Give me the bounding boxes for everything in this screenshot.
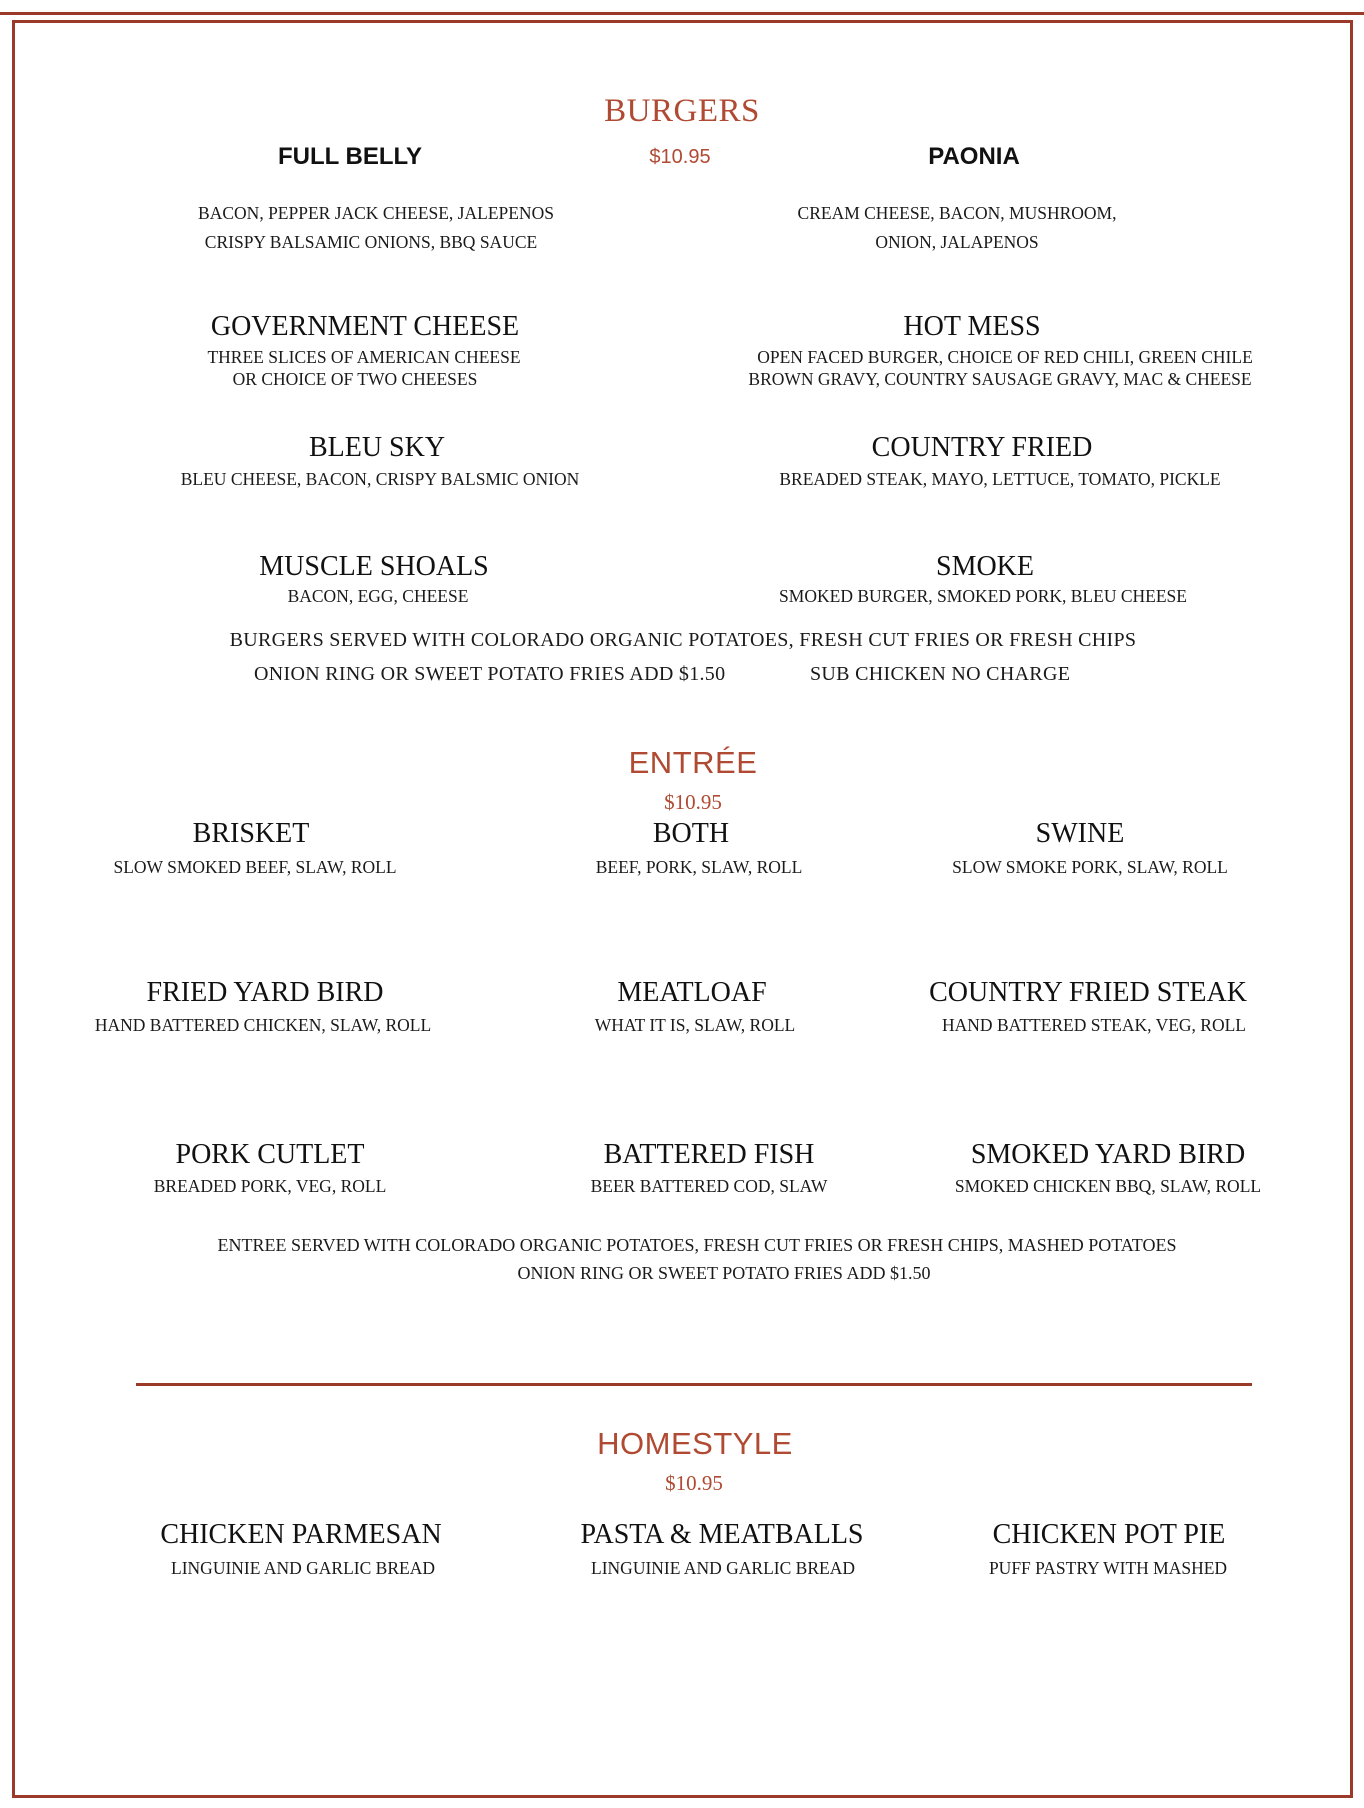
country-fried-desc: BREADED STEAK, MAYO, LETTUCE, TOMATO, PICKLE xyxy=(779,469,1221,489)
hot-mess-desc-line1: OPEN FACED BURGER, CHOICE OF RED CHILI, GREEN CHILE xyxy=(757,347,1253,367)
burgers-title: BURGERS xyxy=(604,93,760,129)
chicken-parmesan-desc: LINGUINIE AND GARLIC BREAD xyxy=(171,1558,435,1578)
entree-title: ENTRÉE xyxy=(628,745,758,780)
chicken-pot-pie-desc: PUFF PASTRY WITH MASHED xyxy=(988,1558,1228,1578)
paonia-desc-line2: ONION, JALAPENOS xyxy=(875,232,1039,252)
battered-fish-desc: BEER BATTERED COD, SLAW xyxy=(590,1176,828,1196)
homestyle-title: HOMESTYLE xyxy=(597,1426,793,1461)
muscle-shoals-desc: BACON, EGG, CHEESE xyxy=(287,586,469,606)
battered-fish-name: BATTERED FISH xyxy=(603,1139,815,1170)
section-divider xyxy=(136,1383,1252,1386)
burgers-price: $10.95 xyxy=(649,146,711,168)
chicken-parmesan-name: CHICKEN PARMESAN xyxy=(160,1519,442,1550)
country-fried-steak-desc: HAND BATTERED STEAK, VEG, ROLL xyxy=(942,1015,1246,1035)
paonia-desc-line1: CREAM CHEESE, BACON, MUSHROOM, xyxy=(797,203,1117,223)
burgers-upgrade-note: ONION RING OR SWEET POTATO FRIES ADD $1.50 xyxy=(254,663,726,685)
burgers-sides-note: BURGERS SERVED WITH COLORADO ORGANIC POTATOES, FRESH CUT FRIES OR FRESH CHIPS xyxy=(229,629,1137,651)
meatloaf-name: MEATLOAF xyxy=(617,977,767,1008)
government-cheese-name: GOVERNMENT CHEESE xyxy=(210,311,520,342)
both-name: BOTH xyxy=(652,818,730,849)
pork-cutlet-desc: BREADED PORK, VEG, ROLL xyxy=(153,1176,387,1196)
entree-price: $10.95 xyxy=(664,790,722,814)
entree-sides-note: ENTREE SERVED WITH COLORADO ORGANIC POTATOES, FRESH CUT FRIES OR FRESH CHIPS, MASHED POTATOES xyxy=(217,1235,1177,1255)
chicken-pot-pie-name: CHICKEN POT PIE xyxy=(992,1519,1226,1550)
country-fried-steak-name: COUNTRY FRIED STEAK xyxy=(929,977,1247,1008)
full-belly-desc-line1: BACON, PEPPER JACK CHEESE, JALEPENOS xyxy=(198,203,554,223)
pork-cutlet-name: PORK CUTLET xyxy=(175,1139,365,1170)
burgers-sub-note: SUB CHICKEN NO CHARGE xyxy=(810,663,1071,685)
fried-yard-bird-desc: HAND BATTERED CHICKEN, SLAW, ROLL xyxy=(94,1015,432,1035)
brisket-name: BRISKET xyxy=(192,818,310,849)
country-fried-name: COUNTRY FRIED xyxy=(871,432,1093,463)
brisket-desc: SLOW SMOKED BEEF, SLAW, ROLL xyxy=(113,857,397,877)
hot-mess-desc-line2: BROWN GRAVY, COUNTRY SAUSAGE GRAVY, MAC & CHEESE xyxy=(748,369,1252,389)
bleu-sky-name: BLEU SKY xyxy=(308,432,446,463)
both-desc: BEEF, PORK, SLAW, ROLL xyxy=(595,857,803,877)
swine-desc: SLOW SMOKE PORK, SLAW, ROLL xyxy=(952,857,1228,877)
fried-yard-bird-name: FRIED YARD BIRD xyxy=(146,977,384,1008)
hot-mess-name: HOT MESS xyxy=(903,311,1041,342)
government-cheese-desc-line1: THREE SLICES OF AMERICAN CHEESE xyxy=(207,347,521,367)
pasta-meatballs-name: PASTA & MEATBALLS xyxy=(580,1519,864,1550)
top-rule xyxy=(0,12,1364,15)
muscle-shoals-name: MUSCLE SHOALS xyxy=(259,551,489,582)
smoked-yard-bird-desc: SMOKED CHICKEN BBQ, SLAW, ROLL xyxy=(954,1176,1262,1196)
entree-upgrade-note: ONION RING OR SWEET POTATO FRIES ADD $1.50 xyxy=(517,1263,931,1283)
bleu-sky-desc: BLEU CHEESE, BACON, CRISPY BALSMIC ONION xyxy=(180,469,580,489)
pasta-meatballs-desc: LINGUINIE AND GARLIC BREAD xyxy=(591,1558,855,1578)
homestyle-price: $10.95 xyxy=(665,1471,723,1495)
smoke-name: SMOKE xyxy=(935,551,1035,582)
full-belly-name: FULL BELLY xyxy=(277,143,423,170)
smoke-desc: SMOKED BURGER, SMOKED PORK, BLEU CHEESE xyxy=(779,586,1187,606)
full-belly-desc-line2: CRISPY BALSAMIC ONIONS, BBQ SAUCE xyxy=(204,232,538,252)
swine-name: SWINE xyxy=(1035,818,1125,849)
smoked-yard-bird-name: SMOKED YARD BIRD xyxy=(970,1139,1246,1170)
meatloaf-desc: WHAT IT IS, SLAW, ROLL xyxy=(594,1015,796,1035)
government-cheese-desc-line2: OR CHOICE OF TWO CHEESES xyxy=(232,369,478,389)
paonia-name: PAONIA xyxy=(928,143,1020,170)
